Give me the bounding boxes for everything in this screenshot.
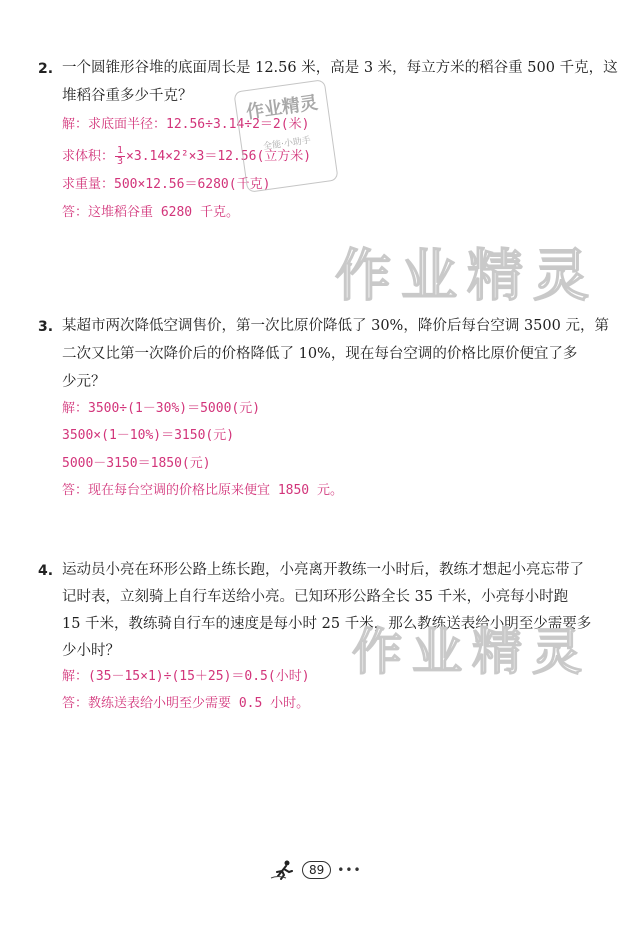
problem-number: 2. (38, 61, 54, 77)
page-number: 89 (302, 861, 331, 879)
fraction-one-third (115, 146, 125, 167)
watermark: 作业精灵 (335, 244, 599, 309)
watermark-stamp (233, 79, 338, 193)
answer-line: 答：这堆稻谷重 6280 千克。 (62, 205, 239, 220)
question-line: 记时表，立刻骑上自行车送给小亮。已知环形公路全长 35 千米，小亮每小时跑 (62, 589, 569, 605)
question-line: 少小时？ (62, 643, 120, 659)
question-line: 少元？ (62, 374, 106, 390)
question-line: 一个圆锥形谷堆的底面周长是 12.56 米，高是 3 米，每立方米的稻谷重 500 千克，这 (62, 60, 618, 76)
question-line: 15 千米，教练骑自行车的速度是每小时 25 千米，那么教练送表给小明至少需要多 (62, 616, 592, 632)
footer-dots: ••• (337, 863, 362, 877)
page-footer (270, 858, 362, 882)
answer-line: 解：(35－15×1)÷(15＋25)＝0.5(小时) (62, 669, 310, 684)
volume-prefix: 求体积： (62, 149, 115, 164)
question-line: 运动员小亮在环形公路上练长跑，小亮离开教练一小时后，教练才想起小亮忘带了 (62, 562, 584, 578)
volume-suffix: × (126, 149, 134, 164)
problem-number: 3. (38, 319, 54, 335)
problem-number: 4. (38, 563, 54, 579)
answer-line: 解：3500÷(1－30%)＝5000(元) (62, 401, 261, 416)
question-line: 堆稻谷重多少千克？ (62, 88, 193, 104)
answer-line: 答：教练送表给小明至少需要 0.5 小时。 (62, 696, 310, 711)
fraction-denominator: 3 (117, 156, 124, 167)
volume-expression: 3.14×2²×3＝12.56(立方米) (133, 149, 312, 164)
fraction-numerator: 1 (117, 145, 124, 156)
runner-icon (270, 860, 296, 880)
stamp-subtitle: 全能·小助手 (262, 135, 312, 153)
watermark: 作业精灵 (352, 623, 592, 681)
answer-line: 答：现在每台空调的价格比原来便宜 1850 元。 (62, 483, 343, 498)
question-line: 某超市两次降低空调售价，第一次比原价降低了 30%，降价后每台空调 3500 元，第 (62, 318, 609, 334)
stamp-title: 作业精灵 (244, 92, 320, 124)
answer-line: 3500×(1－10%)＝3150(元) (62, 428, 235, 443)
question-line: 二次又比第一次降价后的价格降低了 10%，现在每台空调的价格比原价便宜了多 (62, 346, 578, 362)
answer-line: 求重量：500×12.56＝6280(千克) (62, 177, 271, 192)
answer-line: 5000－3150＝1850(元) (62, 456, 211, 471)
answer-line: 解：求底面半径：12.56÷3.14÷2＝2(米) (62, 117, 310, 132)
problem-3 (38, 316, 613, 501)
